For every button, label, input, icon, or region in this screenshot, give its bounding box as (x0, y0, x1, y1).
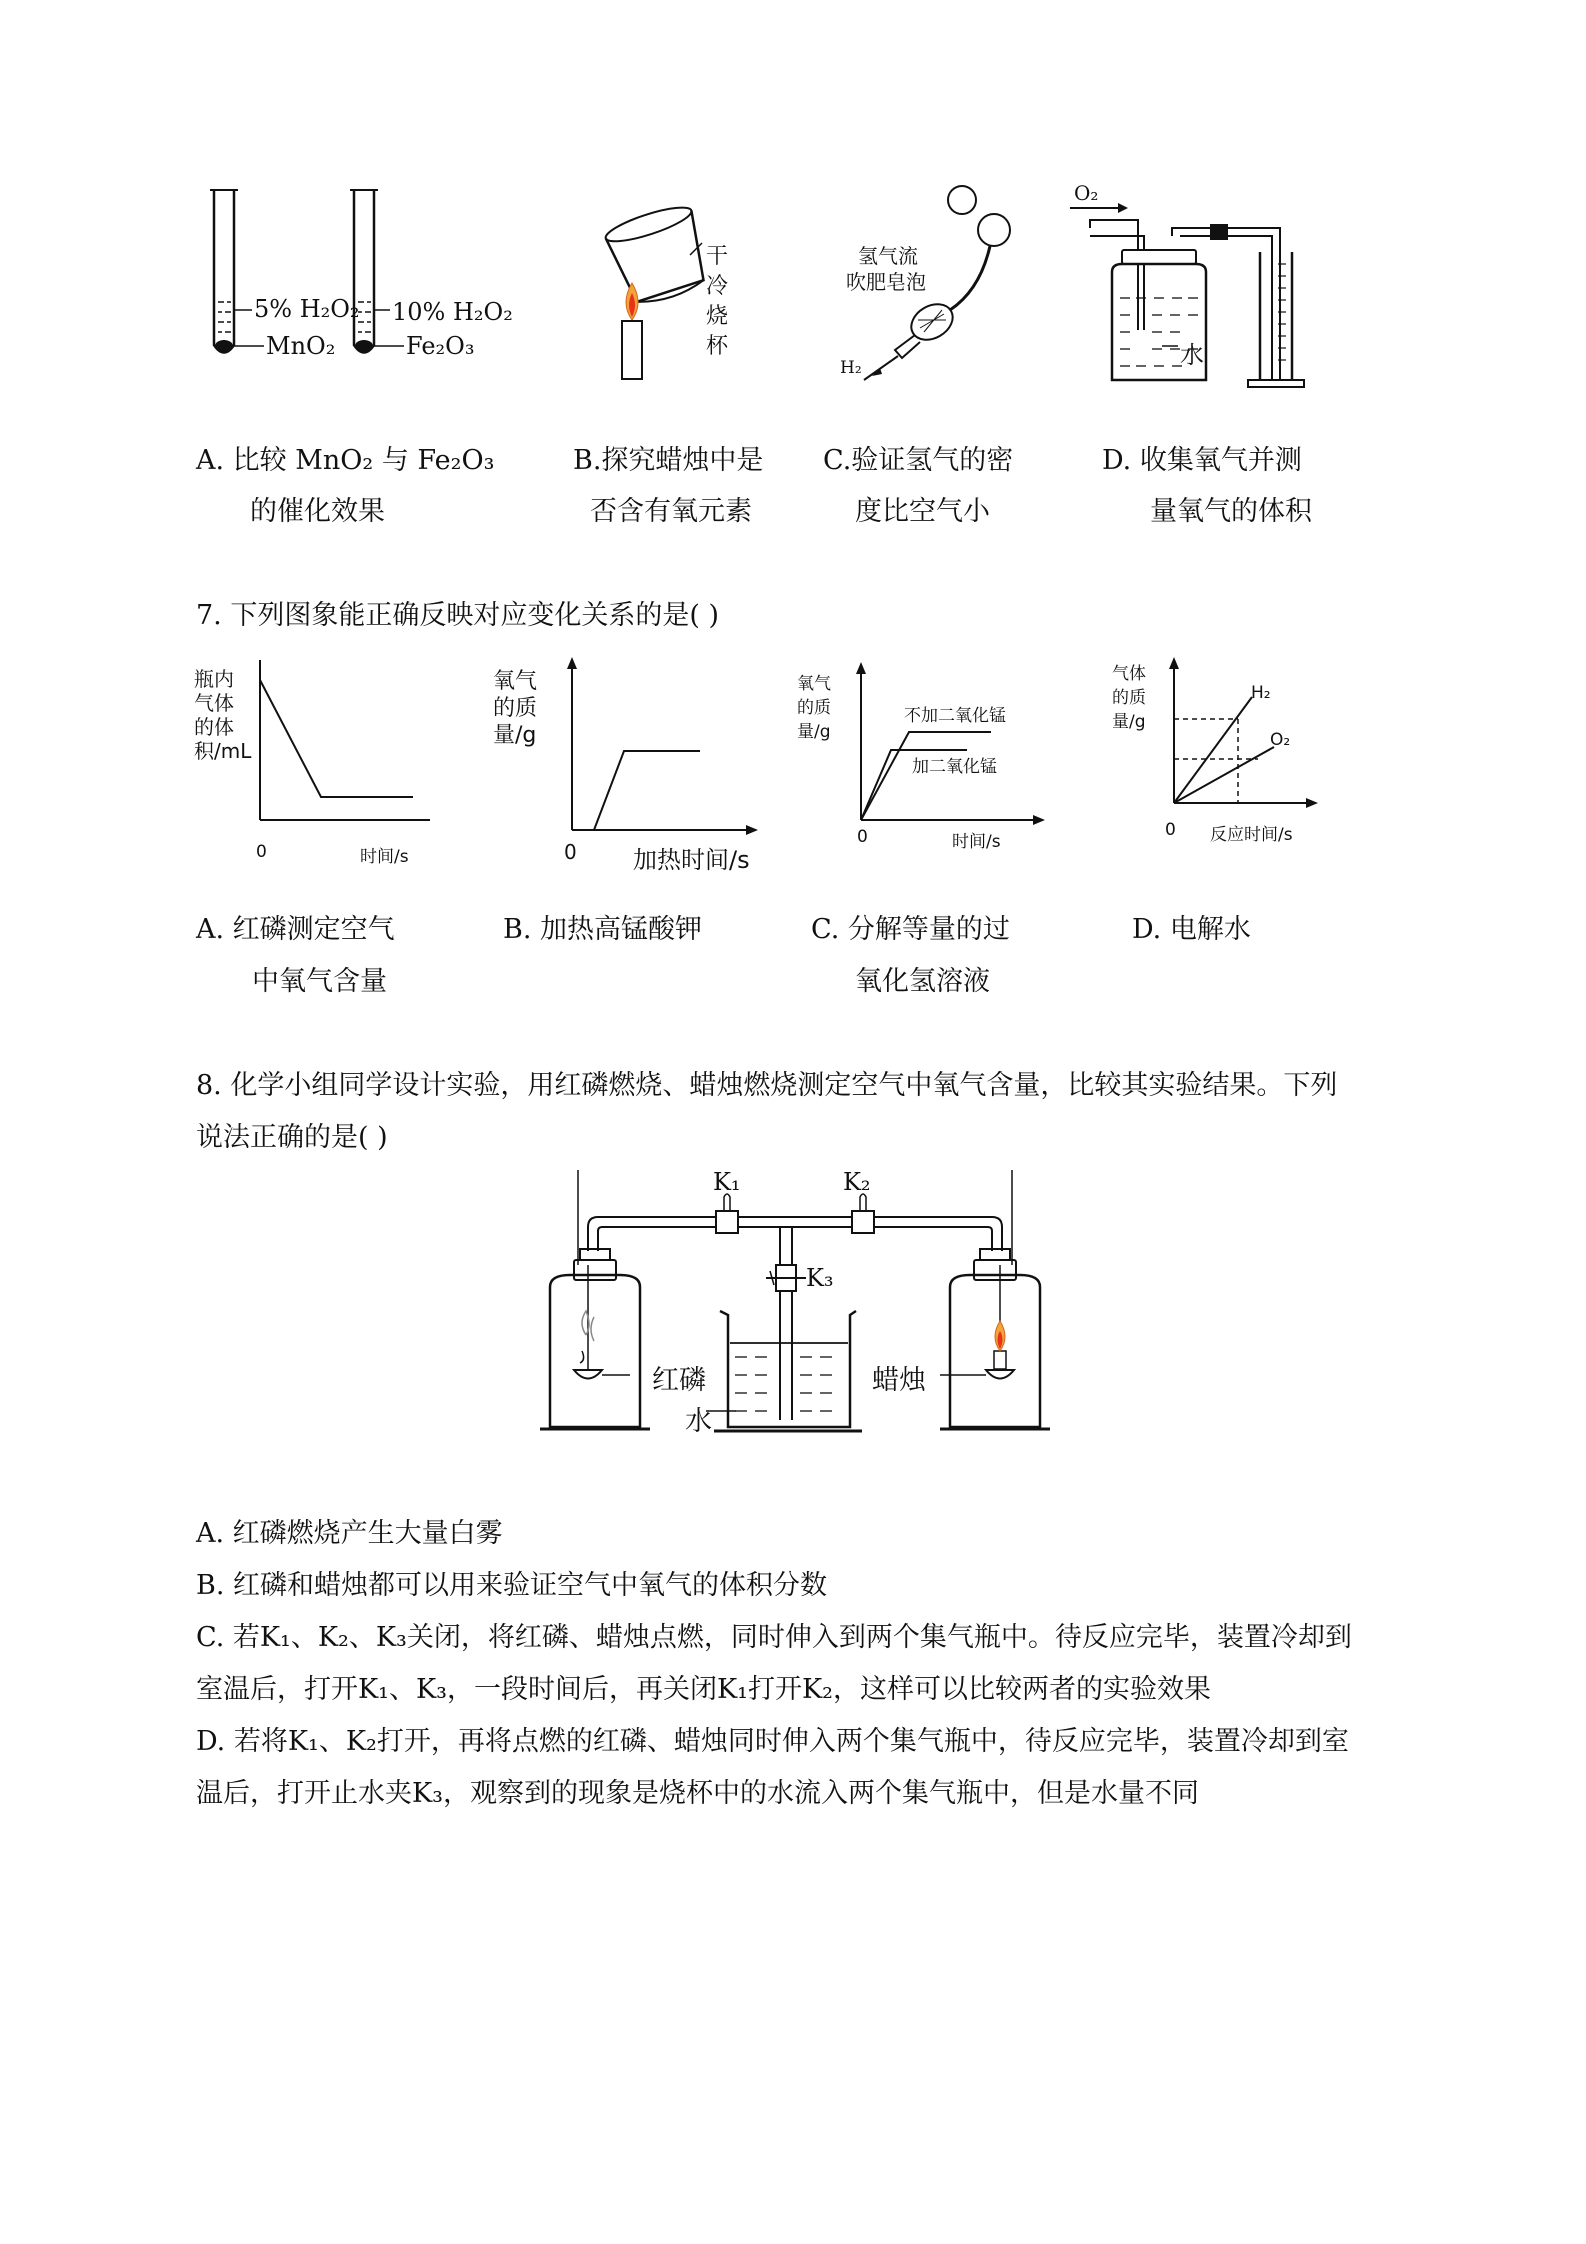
y-label-line: 积/mL (194, 739, 252, 763)
q7-option-a-line2: 中氧气含量 (252, 966, 387, 997)
fig-b-label-char: 干 (706, 244, 729, 269)
y-label-line: 瓶内 (194, 667, 234, 691)
q8-option-a: A. 红磷燃烧产生大量白雾 (196, 1518, 503, 1549)
q6-option-d-line1: D. 收集氧气并测 (1102, 445, 1302, 476)
q8-stem-line1: 8. 化学小组同学设计实验，用红磷燃烧、蜡烛燃烧测定空气中氧气含量，比较其实验结果。下列 (196, 1070, 1338, 1101)
q7-option-c-line2: 氧化氢溶液 (855, 966, 990, 997)
q6-option-a-line1: A. 比较 MnO₂ 与 Fe₂O₃ (196, 445, 495, 476)
q6-option-c-line2: 度比空气小 (855, 496, 990, 527)
q8-stem-line2: 说法正确的是( ) (196, 1122, 388, 1153)
fig-d-water-label: 水 (1180, 341, 1204, 369)
fig-b-vertical-label (706, 242, 732, 362)
q7-stem: 7. 下列图象能正确反映对应变化关系的是( ) (196, 600, 719, 631)
fig-a-tube2-catalyst: Fe₂O₃ (406, 332, 475, 360)
q7-chart-d-ylabel (1112, 662, 1146, 734)
q7-chart-b-origin: 0 (564, 840, 577, 864)
q6-option-d-line2: 量氧气的体积 (1150, 496, 1312, 527)
q8-fig-water-label: 水 (685, 1406, 712, 1437)
q8-fig-k2-label: K₂ (843, 1168, 871, 1196)
q8-apparatus-figure (530, 1165, 1070, 1445)
fig-a-tube2-label: 10% H₂O₂ (392, 298, 513, 326)
q7-chart-a-ylabel (194, 667, 251, 763)
q7-chart-b (560, 655, 760, 835)
q7-chart-b-ylabel (493, 668, 537, 749)
q7-chart-d-line1-label: H₂ (1251, 683, 1271, 703)
q7-chart-c-line2-label: 加二氧化锰 (912, 757, 997, 777)
y-label-line: 的质 (1112, 688, 1146, 708)
y-label-line: 氧气 (493, 669, 538, 694)
q7-chart-a-xlabel: 时间/s (360, 847, 409, 867)
q8-option-d-line2: 温后，打开止水夹K₃，观察到的现象是烧杯中的水流入两个集气瓶中，但是水量不同 (196, 1778, 1199, 1809)
y-label-line: 的质 (797, 698, 831, 718)
q6-figure-a-test-tubes (190, 180, 540, 380)
y-label-line: 量/g (493, 723, 537, 748)
q7-chart-d-origin: 0 (1165, 820, 1176, 840)
y-label-line: 量/g (1112, 712, 1146, 732)
q6-option-c-line1: C.验证氢气的密 (823, 445, 1014, 476)
q7-chart-d (1168, 655, 1318, 815)
fig-b-label-char: 杯 (706, 334, 729, 359)
q7-chart-c-origin: 0 (857, 827, 868, 847)
fig-c-gas-label: H₂ (840, 358, 862, 378)
q7-option-b-line1: B. 加热高锰酸钾 (503, 914, 703, 945)
q8-option-c-line2: 室温后，打开K₁、K₃，一段时间后，再关闭K₁打开K₂，这样可以比较两者的实验效果 (196, 1674, 1211, 1705)
q7-chart-a-origin: 0 (256, 842, 267, 862)
q8-fig-k3-label: K₃ (806, 1264, 834, 1292)
fig-a-tube1-catalyst: MnO₂ (266, 332, 336, 360)
q7-chart-b-xlabel: 加热时间/s (633, 846, 750, 874)
fig-a-tube1-label: 5% H₂O₂ (254, 295, 360, 323)
q8-fig-phosphorus-label: 红磷 (652, 1365, 706, 1396)
y-label-line: 氧气 (797, 674, 831, 694)
q7-option-a-line1: A. 红磷测定空气 (196, 914, 395, 945)
y-label-line: 量/g (797, 722, 831, 742)
q7-chart-c-ylabel (797, 672, 831, 744)
q7-chart-c-xlabel: 时间/s (952, 832, 1001, 852)
q7-chart-d-line2-label: O₂ (1270, 730, 1291, 750)
y-label-line: 气体 (194, 691, 234, 715)
fig-d-gas-label: O₂ (1074, 181, 1099, 205)
q7-chart-d-xlabel: 反应时间/s (1210, 825, 1293, 845)
fig-b-label-char: 冷 (706, 274, 729, 299)
q7-option-d-line1: D. 电解水 (1132, 914, 1251, 945)
fig-b-label-char: 烧 (706, 304, 729, 329)
fig-c-label-line1: 氢气流 (858, 244, 918, 268)
q6-option-b-line2: 否含有氧元素 (590, 496, 752, 527)
q6-option-b-line1: B.探究蜡烛中是 (573, 445, 764, 476)
y-label-line: 的质 (493, 696, 538, 721)
q7-chart-c (855, 660, 1045, 830)
q8-option-d-line1: D. 若将K₁、K₂打开，再将点燃的红磷、蜡烛同时伸入两个集气瓶中，待反应完毕，装置冷却到室 (196, 1726, 1349, 1757)
y-label-line: 的体 (194, 715, 234, 739)
q7-chart-c-line1-label: 不加二氧化锰 (904, 706, 1006, 726)
y-label-line: 气体 (1112, 664, 1146, 684)
q7-chart-a (255, 655, 435, 825)
fig-c-label-line2: 吹肥皂泡 (846, 270, 926, 294)
q6-option-a-line2: 的催化效果 (250, 496, 385, 527)
q7-option-c-line1: C. 分解等量的过 (811, 914, 1010, 945)
q8-fig-candle-label: 蜡烛 (872, 1365, 926, 1396)
q8-option-b: B. 红磷和蜡烛都可以用来验证空气中氧气的体积分数 (196, 1570, 828, 1601)
q8-option-c-line1: C. 若K₁、K₂、K₃关闭，将红磷、蜡烛点燃，同时伸入到两个集气瓶中。待反应完毕，装置冷却到 (196, 1622, 1352, 1653)
q8-fig-k1-label: K₁ (713, 1168, 741, 1196)
